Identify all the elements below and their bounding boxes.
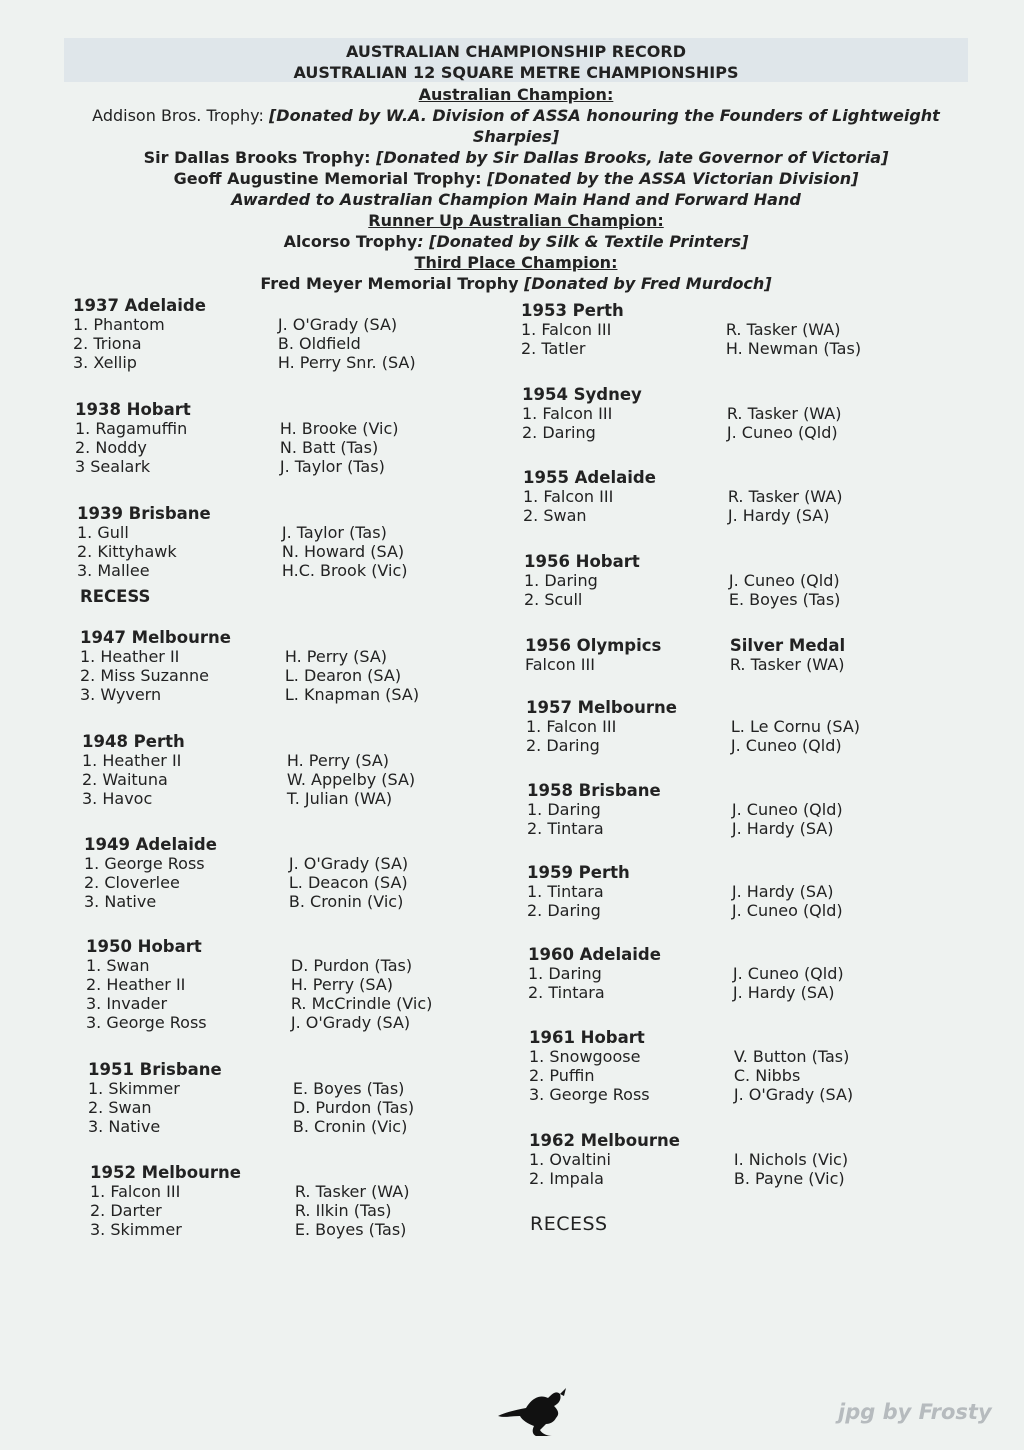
skipper-name: J. O'Grady (SA) <box>290 1013 411 1032</box>
boat-name: 2. Kittyhawk <box>77 542 177 561</box>
boat-name: 1. Swan <box>86 956 150 975</box>
boat-name: 1. Ovaltini <box>529 1150 611 1169</box>
meyer-trophy: Fred Meyer Memorial Trophy [Donated by Fred Murdoch] <box>260 274 772 293</box>
result-row <box>524 571 924 590</box>
year-title: 1938 Hobart <box>75 400 191 419</box>
result-row <box>84 873 484 892</box>
dallas-trophy: Sir Dallas Brooks Trophy: [Donated by Sir Dallas Brooks, late Governor of Victoria] <box>143 148 889 167</box>
recess-label-left: RECESS <box>80 587 151 606</box>
boat-name: 2. Miss Suzanne <box>80 666 209 685</box>
boat-name: 3. Wyvern <box>80 685 162 704</box>
result-row <box>529 1085 929 1104</box>
skipper-name: R. Tasker (WA) <box>726 404 842 423</box>
result-row <box>528 964 928 983</box>
boat-name: 1. Falcon III <box>526 717 617 736</box>
championship-year-block <box>528 945 928 1002</box>
skipper-name: L. Knapman (SA) <box>284 685 420 704</box>
result-row <box>522 423 922 442</box>
result-row <box>529 1047 929 1066</box>
boat-name: 2. Daring <box>522 423 596 442</box>
year-title: 1953 Perth <box>521 301 624 320</box>
boat-name: 1. Gull <box>77 523 129 542</box>
boat-name: 2. Tintara <box>527 819 604 838</box>
kangaroo-icon <box>496 1386 576 1440</box>
championship-year-block <box>75 400 475 476</box>
result-row <box>527 901 927 920</box>
championship-year-block <box>525 636 925 674</box>
skipper-name: B. Oldfield <box>277 334 361 353</box>
boat-name: 2. Noddy <box>75 438 147 457</box>
boat-name: 2. Puffin <box>529 1066 595 1085</box>
year-title: 1962 Melbourne <box>529 1131 680 1150</box>
boat-name: 3. George Ross <box>86 1013 207 1032</box>
result-row <box>521 320 921 339</box>
year-title: 1959 Perth <box>527 863 630 882</box>
boat-name: 3. Havoc <box>82 789 153 808</box>
skipper-name: B. Cronin (Vic) <box>292 1117 408 1136</box>
skipper-name: R. Tasker (WA) <box>727 487 843 506</box>
skipper-name: J. Hardy (SA) <box>732 983 835 1002</box>
boat-name: 1. Falcon III <box>522 404 613 423</box>
boat-name: 2. Daring <box>526 736 600 755</box>
result-row <box>82 770 482 789</box>
result-row <box>75 419 475 438</box>
result-row <box>86 994 486 1013</box>
championship-year-block <box>522 385 922 442</box>
boat-name: 3. Native <box>88 1117 161 1136</box>
result-row <box>86 975 486 994</box>
year-title: 1937 Adelaide <box>73 296 206 315</box>
skipper-name: B. Payne (Vic) <box>733 1169 845 1188</box>
boat-name: Falcon III <box>525 655 595 674</box>
boat-name: 1. Heather II <box>80 647 180 666</box>
skipper-name: J. Taylor (Tas) <box>281 523 387 542</box>
skipper-name: J. Cuneo (Qld) <box>731 800 843 819</box>
skipper-name: H.C. Brook (Vic) <box>281 561 408 580</box>
skipper-name: J. Hardy (SA) <box>727 506 830 525</box>
skipper-name: H. Newman (Tas) <box>725 339 862 358</box>
result-row <box>523 506 923 525</box>
boat-name: 3. Skimmer <box>90 1220 182 1239</box>
result-row <box>527 819 927 838</box>
awarded-note: Awarded to Australian Champion Main Hand and Forward Hand <box>231 190 801 209</box>
boat-name: 2. Daring <box>527 901 601 920</box>
result-row <box>529 1066 929 1085</box>
year-title: 1954 Sydney <box>522 385 642 404</box>
boat-name: 1. Ragamuffin <box>75 419 188 438</box>
championship-year-block <box>521 301 921 358</box>
result-row <box>77 561 477 580</box>
medal-title: Silver Medal <box>729 636 846 655</box>
result-row <box>527 800 927 819</box>
championship-year-block <box>526 698 926 755</box>
championship-year-block <box>88 1060 488 1136</box>
boat-name: 2. Swan <box>523 506 587 525</box>
skipper-name: L. Dearon (SA) <box>284 666 402 685</box>
augustine-trophy: Geoff Augustine Memorial Trophy: [Donated by the ASSA Victorian Division] <box>173 169 859 188</box>
result-row <box>77 542 477 561</box>
skipper-name: T. Julian (WA) <box>286 789 393 808</box>
result-row <box>77 523 477 542</box>
year-title: 1958 Brisbane <box>527 781 661 800</box>
year-title: 1947 Melbourne <box>80 628 231 647</box>
championship-year-block <box>73 296 473 372</box>
boat-name: 1. George Ross <box>84 854 205 873</box>
result-row <box>73 334 473 353</box>
third-heading: Third Place Champion: <box>414 253 618 272</box>
skipper-name: J. Cuneo (Qld) <box>730 736 842 755</box>
addison-trophy: Addison Bros. Trophy: [Donated by W.A. Division of ASSA honouring the Founders of Lightweight <box>92 106 940 125</box>
result-row <box>90 1182 490 1201</box>
skipper-name: H. Brooke (Vic) <box>279 419 399 438</box>
year-title: 1957 Melbourne <box>526 698 677 717</box>
skipper-name: H. Perry (SA) <box>290 975 394 994</box>
skipper-name: R. Tasker (WA) <box>729 655 845 674</box>
skipper-name: N. Batt (Tas) <box>279 438 379 457</box>
result-row <box>82 789 482 808</box>
result-row <box>88 1079 488 1098</box>
championship-year-block <box>80 628 480 704</box>
champion-heading: Australian Champion: <box>418 85 614 104</box>
boat-name: 1. Tintara <box>527 882 604 901</box>
skipper-name: E. Boyes (Tas) <box>294 1220 407 1239</box>
boat-name: 3. Native <box>84 892 157 911</box>
championship-year-block <box>86 937 486 1032</box>
recess-label-right: RECESS <box>530 1213 608 1235</box>
result-row <box>82 751 482 770</box>
boat-name: 2. Impala <box>529 1169 604 1188</box>
result-row <box>525 655 925 674</box>
photo-credit: jpg by Frosty <box>838 1400 992 1424</box>
boat-name: 2. Tatler <box>521 339 586 358</box>
skipper-name: E. Boyes (Tas) <box>728 590 841 609</box>
boat-name: 1. Heather II <box>82 751 182 770</box>
result-row <box>522 404 922 423</box>
skipper-name: J. Cuneo (Qld) <box>732 964 844 983</box>
boat-name: 2. Tintara <box>528 983 605 1002</box>
result-row <box>86 956 486 975</box>
skipper-name: J. O'Grady (SA) <box>277 315 398 334</box>
year-title: 1950 Hobart <box>86 937 202 956</box>
year-title: 1961 Hobart <box>529 1028 645 1047</box>
addison-trophy-cont: Sharpies] <box>472 127 560 146</box>
result-row <box>527 882 927 901</box>
year-title: 1960 Adelaide <box>528 945 661 964</box>
skipper-name: R. McCrindle (Vic) <box>290 994 433 1013</box>
year-title: 1951 Brisbane <box>88 1060 222 1079</box>
result-row <box>528 983 928 1002</box>
result-row <box>75 438 475 457</box>
boat-name: 1. Daring <box>524 571 598 590</box>
skipper-name: R. Tasker (WA) <box>294 1182 410 1201</box>
championship-year-block <box>90 1163 490 1239</box>
result-row <box>86 1013 486 1032</box>
result-row <box>84 892 484 911</box>
result-row <box>88 1117 488 1136</box>
skipper-name: J. Cuneo (Qld) <box>726 423 838 442</box>
skipper-name: J. O'Grady (SA) <box>288 854 409 873</box>
result-row <box>80 647 480 666</box>
result-row <box>73 315 473 334</box>
skipper-name: J. Cuneo (Qld) <box>731 901 843 920</box>
result-row <box>529 1150 929 1169</box>
skipper-name: R. Ilkin (Tas) <box>294 1201 392 1220</box>
skipper-name: N. Howard (SA) <box>281 542 405 561</box>
skipper-name: B. Cronin (Vic) <box>288 892 404 911</box>
boat-name: 2. Darter <box>90 1201 162 1220</box>
skipper-name: I. Nichols (Vic) <box>733 1150 849 1169</box>
boat-name: 1. Skimmer <box>88 1079 180 1098</box>
result-row <box>90 1220 490 1239</box>
championship-year-block <box>527 781 927 838</box>
result-row <box>84 854 484 873</box>
boat-name: 1. Phantom <box>73 315 165 334</box>
boat-name: 1. Falcon III <box>521 320 612 339</box>
skipper-name: J. Cuneo (Qld) <box>728 571 840 590</box>
boat-name: 1. Daring <box>528 964 602 983</box>
boat-name: 1. Falcon III <box>523 487 614 506</box>
skipper-name: H. Perry (SA) <box>286 751 390 770</box>
result-row <box>80 685 480 704</box>
page-subtitle: AUSTRALIAN 12 SQUARE METRE CHAMPIONSHIPS <box>293 63 739 82</box>
result-row <box>90 1201 490 1220</box>
skipper-name: J. O'Grady (SA) <box>733 1085 854 1104</box>
skipper-name: L. Deacon (SA) <box>288 873 408 892</box>
year-title: 1952 Melbourne <box>90 1163 241 1182</box>
skipper-name: J. Hardy (SA) <box>731 819 834 838</box>
boat-name: 2. Cloverlee <box>84 873 180 892</box>
championship-year-block <box>529 1028 929 1104</box>
year-title: 1939 Brisbane <box>77 504 211 523</box>
championship-year-block <box>524 552 924 609</box>
skipper-name: L. Le Cornu (SA) <box>730 717 861 736</box>
skipper-name: W. Appelby (SA) <box>286 770 416 789</box>
result-row <box>88 1098 488 1117</box>
skipper-name: H. Perry (SA) <box>284 647 388 666</box>
championship-year-block <box>523 468 923 525</box>
boat-name: 1. Daring <box>527 800 601 819</box>
result-row <box>80 666 480 685</box>
skipper-name: E. Boyes (Tas) <box>292 1079 405 1098</box>
result-row <box>73 353 473 372</box>
page-title: AUSTRALIAN CHAMPIONSHIP RECORD <box>346 42 686 61</box>
result-row <box>529 1169 929 1188</box>
boat-name: 3 Sealark <box>75 457 151 476</box>
skipper-name: V. Button (Tas) <box>733 1047 850 1066</box>
boat-name: 2. Scull <box>524 590 583 609</box>
boat-name: 3. Xellip <box>73 353 137 372</box>
skipper-name: J. Taylor (Tas) <box>279 457 385 476</box>
result-row <box>75 457 475 476</box>
year-title: 1949 Adelaide <box>84 835 217 854</box>
boat-name: 3. Invader <box>86 994 168 1013</box>
boat-name: 2. Triona <box>73 334 142 353</box>
boat-name: 2. Heather II <box>86 975 186 994</box>
skipper-name: J. Hardy (SA) <box>731 882 834 901</box>
skipper-name: D. Purdon (Tas) <box>292 1098 415 1117</box>
championship-year-block <box>529 1131 929 1188</box>
skipper-name: R. Tasker (WA) <box>725 320 841 339</box>
result-row <box>526 736 926 755</box>
boat-name: 1. Falcon III <box>90 1182 181 1201</box>
championship-year-block <box>82 732 482 808</box>
boat-name: 1. Snowgoose <box>529 1047 641 1066</box>
result-row <box>524 590 924 609</box>
skipper-name: H. Perry Snr. (SA) <box>277 353 416 372</box>
alcorso-trophy: Alcorso Trophy: [Donated by Silk & Textile Printers] <box>283 232 749 251</box>
championship-year-block <box>84 835 484 911</box>
skipper-name: D. Purdon (Tas) <box>290 956 413 975</box>
championship-year-block <box>77 504 477 580</box>
boat-name: 2. Swan <box>88 1098 152 1117</box>
result-row <box>521 339 921 358</box>
result-row <box>526 717 926 736</box>
runnerup-heading: Runner Up Australian Champion: <box>368 211 664 230</box>
boat-name: 3. Mallee <box>77 561 150 580</box>
year-title: 1956 Olympics <box>525 636 662 655</box>
year-title: 1955 Adelaide <box>523 468 656 487</box>
championship-year-block <box>527 863 927 920</box>
skipper-name: C. Nibbs <box>733 1066 801 1085</box>
result-row <box>523 487 923 506</box>
boat-name: 3. George Ross <box>529 1085 650 1104</box>
year-title: 1956 Hobart <box>524 552 640 571</box>
boat-name: 2. Waituna <box>82 770 168 789</box>
year-title: 1948 Perth <box>82 732 185 751</box>
